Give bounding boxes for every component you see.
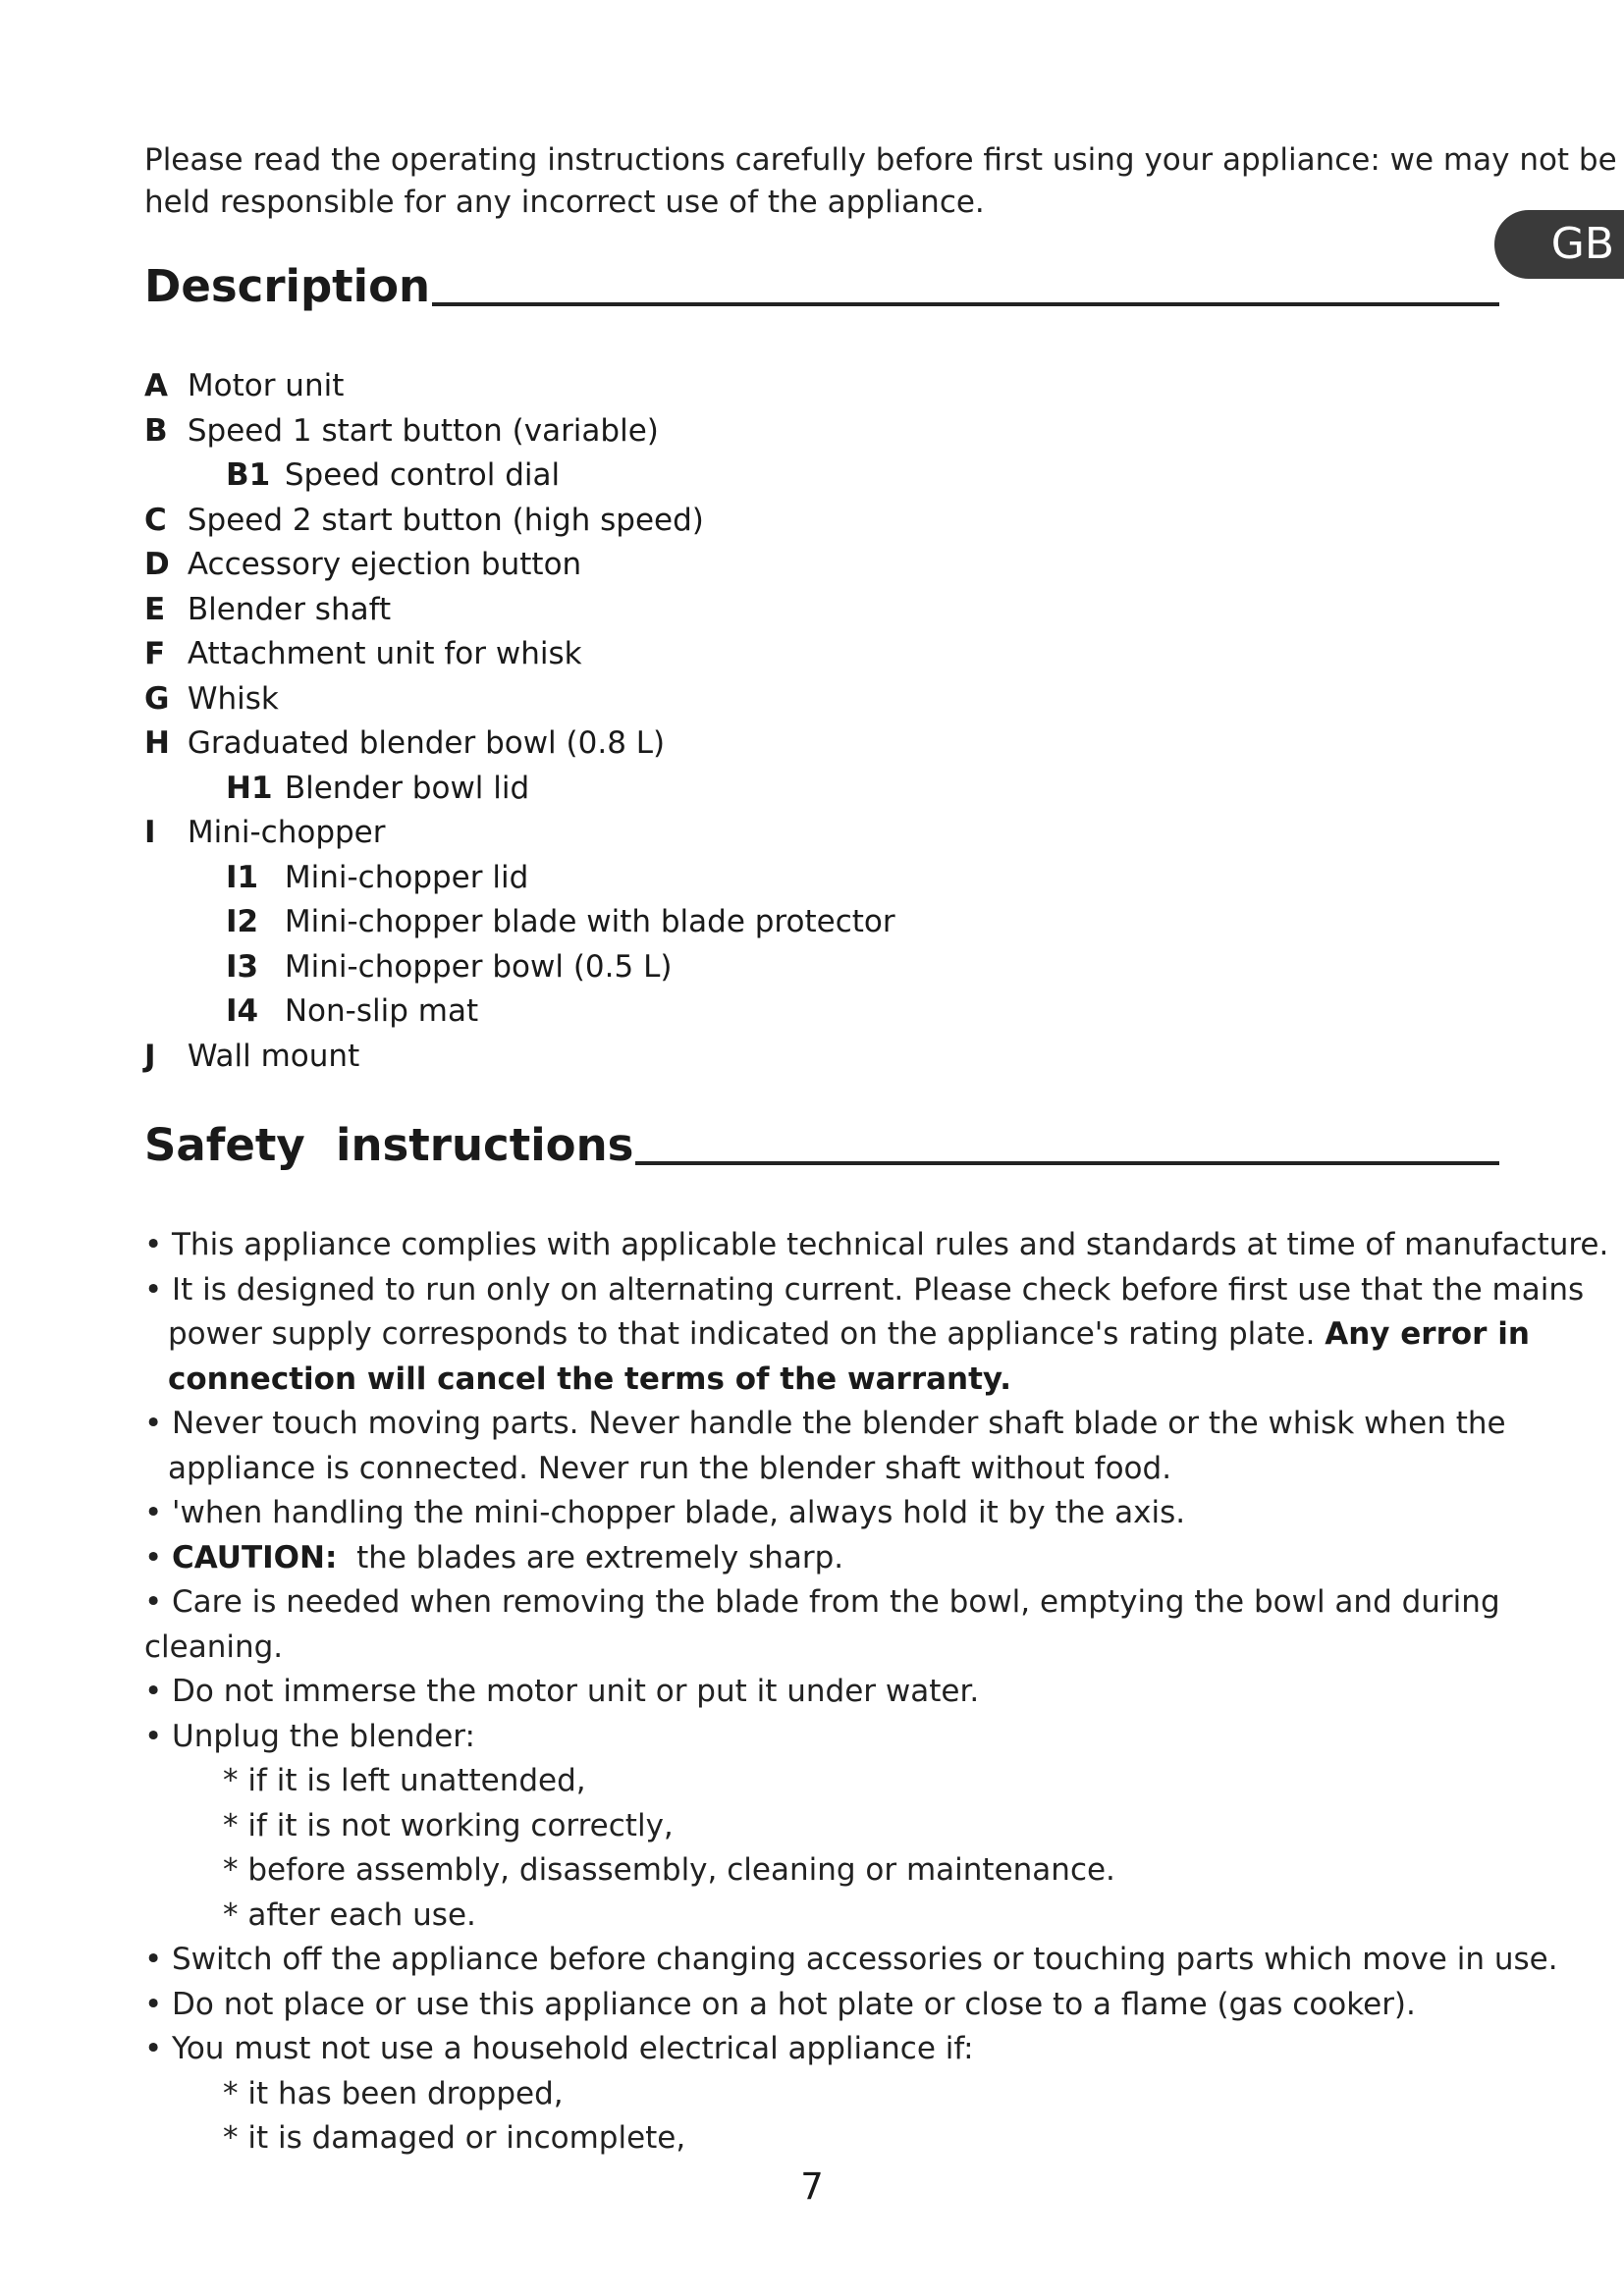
part-label: Wall mount bbox=[187, 1038, 360, 1074]
list-item bbox=[144, 721, 895, 767]
description-title: Description bbox=[144, 260, 431, 312]
list-item bbox=[144, 677, 895, 722]
list-item: • CAUTION: the blades are extremely sharp. bbox=[144, 1536, 1539, 1581]
warranty-warning: Any error in bbox=[1325, 1316, 1530, 1352]
warranty-warning: connection will cancel the terms of the warranty. bbox=[168, 1361, 1012, 1397]
part-key: D bbox=[144, 547, 170, 582]
list-item: • Do not place or use this appliance on a hot plate or close to a flame (gas cooker). bbox=[144, 1983, 1539, 2028]
part-label: Accessory ejection button bbox=[187, 547, 582, 582]
safety-list bbox=[144, 1223, 1609, 2162]
part-label: Speed 1 start button (variable) bbox=[187, 412, 659, 449]
part-key: I bbox=[144, 815, 156, 850]
list-item bbox=[144, 499, 895, 544]
sub-item: * if it is left unattended, bbox=[223, 1763, 586, 1798]
sub-item: * if it is not working correctly, bbox=[223, 1807, 674, 1843]
list-item bbox=[144, 945, 895, 990]
caution-label: CAUTION: bbox=[172, 1539, 338, 1575]
list-item bbox=[144, 409, 895, 454]
part-label: Speed 2 start button (high speed) bbox=[187, 502, 704, 538]
part-key: I1 bbox=[226, 859, 259, 895]
part-key: B1 bbox=[226, 457, 271, 493]
bullet: • bbox=[144, 1539, 163, 1575]
part-key: C bbox=[144, 502, 167, 538]
bullet: • bbox=[144, 2031, 163, 2066]
part-key: I4 bbox=[226, 993, 259, 1029]
list-item bbox=[144, 1035, 895, 1080]
bullet: • bbox=[144, 1495, 163, 1530]
list-item: • Never touch moving parts. Never handle the blender shaft blade or the whisk when the bbox=[144, 1402, 1539, 1447]
part-key: B bbox=[144, 412, 168, 449]
bullet: • bbox=[144, 1986, 163, 2022]
heading-rule bbox=[635, 1161, 1499, 1165]
parts-list bbox=[144, 364, 895, 1079]
part-key: F bbox=[144, 636, 166, 671]
sub-item: * before assembly, disassembly, cleaning or maintenance. bbox=[223, 1852, 1115, 1888]
list-item bbox=[144, 588, 895, 633]
list-item bbox=[144, 767, 895, 812]
safety-heading bbox=[144, 1118, 1499, 1173]
part-label: Motor unit bbox=[187, 368, 345, 403]
part-label: Mini-chopper lid bbox=[284, 859, 529, 895]
list-item: • This appliance complies with applicable technical rules and standards at time of manufacture. bbox=[144, 1223, 1539, 1268]
part-label: Blender bowl lid bbox=[284, 770, 530, 806]
list-item-continuation: cleaning. bbox=[144, 1629, 284, 1665]
sub-item: * it has been dropped, bbox=[223, 2075, 564, 2111]
sub-item: * it is damaged or incomplete, bbox=[223, 2120, 686, 2156]
part-key: E bbox=[144, 591, 166, 627]
part-label: Graduated blender bowl (0.8 L) bbox=[187, 725, 666, 761]
list-item bbox=[144, 364, 895, 409]
list-item: • You must not use a household electrical appliance if: bbox=[144, 2027, 1539, 2072]
part-label: Attachment unit for whisk bbox=[187, 636, 582, 671]
bullet: • bbox=[144, 1271, 163, 1308]
list-item bbox=[144, 454, 895, 499]
list-item bbox=[144, 811, 895, 856]
list-item-continuation bbox=[144, 1358, 1539, 1403]
list-item bbox=[144, 989, 895, 1035]
safety-title: Safety instructions bbox=[144, 1119, 634, 1171]
bullet: • bbox=[144, 1942, 163, 1977]
bullet: • bbox=[144, 1406, 163, 1441]
list-item bbox=[144, 543, 895, 588]
part-label: Blender shaft bbox=[187, 591, 392, 627]
list-item-continuation: power supply corresponds to that indicated on the appliance's rating plate. Any error in bbox=[168, 1316, 1530, 1352]
description-heading bbox=[144, 259, 1499, 314]
part-key: H1 bbox=[226, 770, 273, 806]
intro-paragraph bbox=[144, 139, 1617, 224]
language-tab: GB bbox=[1494, 210, 1624, 279]
list-item bbox=[144, 900, 895, 945]
list-item: • It is designed to run only on alternating current. Please check before first use that the mains bbox=[144, 1268, 1539, 1313]
part-key: G bbox=[144, 680, 170, 717]
bullet: • bbox=[144, 1674, 163, 1709]
list-item: • 'when handling the mini-chopper blade, always hold it by the axis. bbox=[144, 1491, 1539, 1536]
part-key: H bbox=[144, 725, 170, 761]
part-label: Mini-chopper bbox=[187, 815, 386, 850]
bullet: • bbox=[144, 1718, 163, 1754]
bullet: • bbox=[144, 1227, 163, 1262]
list-item bbox=[144, 632, 895, 677]
part-key: A bbox=[144, 368, 168, 403]
list-item bbox=[144, 856, 895, 901]
list-item: • Unplug the blender: bbox=[144, 1715, 1539, 1760]
part-key: I2 bbox=[226, 904, 259, 939]
part-label: Whisk bbox=[187, 680, 279, 717]
list-item-continuation: appliance is connected. Never run the blender shaft without food. bbox=[168, 1450, 1172, 1486]
intro-line-1: Please read the operating instructions carefully before first using your appliance: we may not be bbox=[144, 142, 1617, 178]
part-key: I3 bbox=[226, 948, 259, 985]
heading-rule bbox=[432, 302, 1499, 306]
part-label: Mini-chopper blade with blade protector bbox=[284, 904, 895, 939]
sub-item: * after each use. bbox=[223, 1896, 476, 1933]
intro-line-2: held responsible for any incorrect use of the appliance. bbox=[144, 185, 985, 220]
part-label: Mini-chopper bowl (0.5 L) bbox=[284, 948, 673, 985]
part-key: J bbox=[144, 1038, 156, 1074]
part-label: Speed control dial bbox=[284, 457, 561, 493]
part-label: Non-slip mat bbox=[284, 993, 479, 1029]
list-item: • Switch off the appliance before changing accessories or touching parts which move in use. bbox=[144, 1938, 1539, 1983]
bullet: • bbox=[144, 1584, 163, 1620]
list-item: • Do not immerse the motor unit or put it under water. bbox=[144, 1670, 1539, 1715]
page-number: 7 bbox=[800, 2165, 824, 2208]
list-item: • Care is needed when removing the blade from the bowl, emptying the bowl and during bbox=[144, 1580, 1539, 1626]
